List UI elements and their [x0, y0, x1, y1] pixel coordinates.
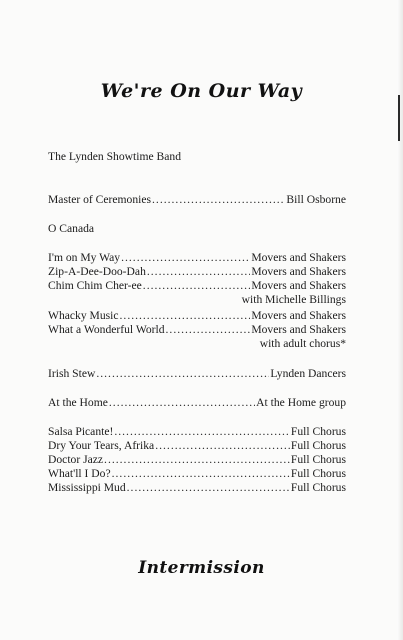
dot-leader [155, 439, 290, 453]
item-title: Salsa Picante! [48, 425, 114, 438]
item-performer: Full Chorus [290, 453, 346, 466]
dot-leader [166, 323, 251, 337]
program-item [48, 467, 346, 481]
item-title: Mississippi Mud [48, 481, 126, 494]
dot-leader [109, 396, 255, 410]
dot-leader [127, 481, 290, 495]
item-title: What a Wonderful World [48, 323, 165, 336]
program-item [48, 396, 346, 410]
item-performer: Full Chorus [290, 425, 346, 438]
intro-line: The Lynden Showtime Band [48, 150, 181, 163]
program-title: We're On Our Way [100, 80, 303, 102]
dot-leader [152, 193, 285, 207]
item-performer: Movers and Shakers [251, 309, 346, 322]
item-title: Whacky Music [48, 309, 119, 322]
item-title: Doctor Jazz [48, 453, 104, 466]
item-performer: Full Chorus [290, 439, 346, 452]
dot-leader [120, 309, 251, 323]
program-item [48, 323, 346, 337]
item-title: Zip-A-Dee-Doo-Dah [48, 265, 146, 278]
item-performer: Movers and Shakers [251, 265, 346, 278]
program-item [48, 265, 346, 279]
dot-leader [104, 453, 290, 467]
program-item [48, 481, 346, 495]
dot-leader [96, 367, 269, 381]
item-performer: At the Home group [256, 396, 346, 409]
program-item [48, 425, 346, 439]
item-title: At the Home [48, 396, 108, 409]
anthem-line: O Canada [48, 222, 95, 235]
intermission-heading: Intermission [138, 558, 265, 578]
item-extra: with adult chorus* [259, 337, 346, 350]
item-performer: Bill Osborne [286, 193, 346, 206]
program-item [48, 309, 346, 323]
program-item [48, 367, 346, 381]
item-title: Dry Your Tears, Afrika [48, 439, 155, 452]
item-extra: with Michelle Billings [241, 293, 346, 306]
item-performer: Full Chorus [290, 467, 346, 480]
item-title: I'm on My Way [48, 251, 121, 264]
program-item [48, 439, 346, 453]
dot-leader [143, 279, 251, 293]
item-performer: Full Chorus [290, 481, 346, 494]
item-title: Irish Stew [48, 367, 96, 380]
item-performer: Movers and Shakers [251, 279, 346, 292]
program-item [48, 251, 346, 265]
dot-leader [147, 265, 250, 279]
program-item [48, 453, 346, 467]
item-performer: Movers and Shakers [251, 323, 346, 336]
dot-leader [114, 425, 290, 439]
item-performer: Movers and Shakers [251, 251, 346, 264]
item-title: Chim Chim Cher-ee [48, 279, 142, 292]
item-title: Master of Ceremonies [48, 193, 152, 206]
master-of-ceremonies-row [48, 193, 346, 207]
item-title: What'll I Do? [48, 467, 111, 480]
dot-leader [112, 467, 290, 481]
dot-leader [121, 251, 250, 265]
item-performer: Lynden Dancers [270, 367, 346, 380]
program-item [48, 279, 346, 293]
